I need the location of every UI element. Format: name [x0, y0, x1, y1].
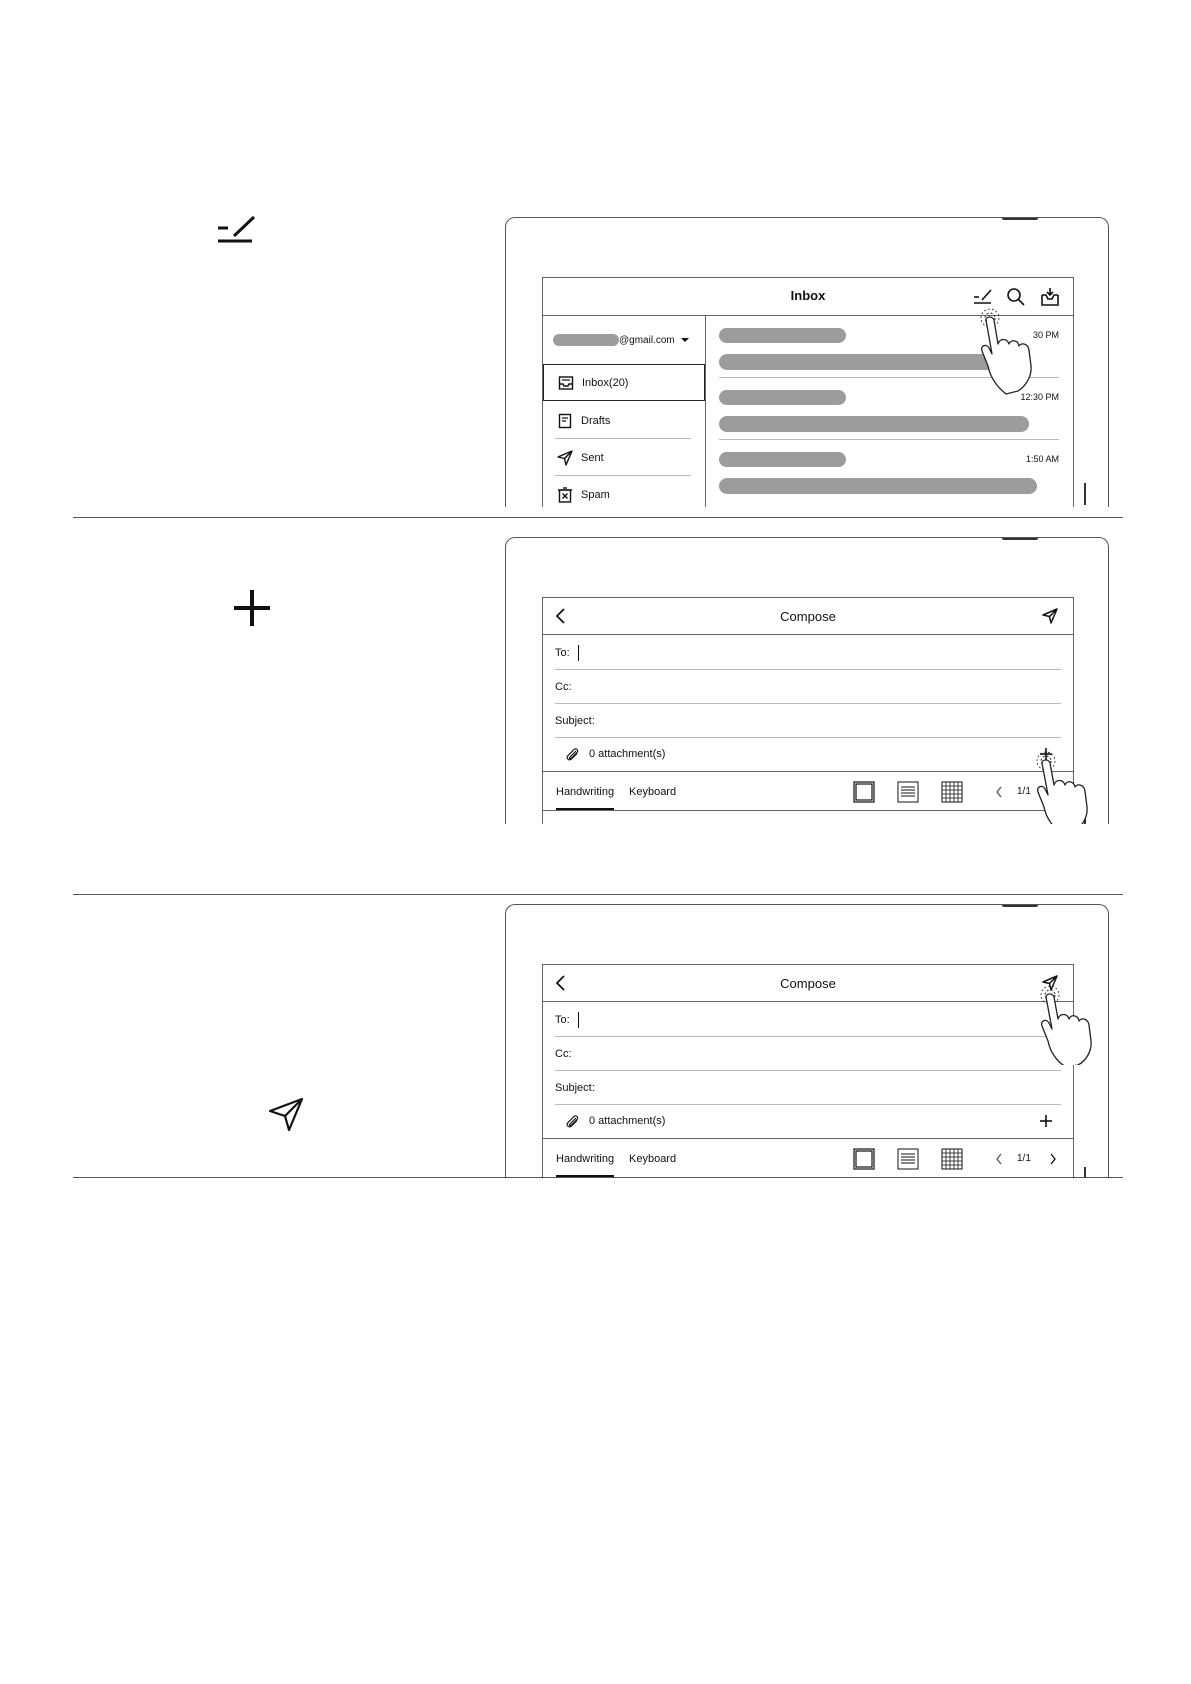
text-caret — [578, 645, 580, 661]
sidebar-item-inbox[interactable] — [543, 364, 705, 401]
text-caret — [578, 1012, 580, 1028]
search-icon[interactable] — [1006, 287, 1026, 307]
compose-screen — [542, 597, 1074, 824]
paperclip-icon — [565, 1114, 581, 1130]
attachments-row — [543, 1105, 1073, 1139]
send-icon — [267, 1096, 305, 1132]
account-selector[interactable] — [553, 333, 690, 347]
section-divider — [73, 517, 1123, 518]
to-field[interactable] — [555, 1003, 1061, 1037]
page-indicator: 1/1 — [1017, 1153, 1031, 1164]
caret-down-icon — [680, 336, 690, 344]
sidebar-item-label: Drafts — [581, 414, 611, 427]
input-toolbar — [543, 773, 1073, 811]
prev-page-icon[interactable] — [995, 1153, 1003, 1165]
lined-template-icon[interactable] — [897, 1148, 919, 1170]
tab-keyboard[interactable]: Keyboard — [629, 786, 677, 798]
tab-keyboard[interactable]: Keyboard — [629, 1153, 677, 1165]
sidebar-item-sent[interactable] — [543, 439, 705, 476]
next-page-icon[interactable] — [1049, 1153, 1057, 1165]
cc-label: Cc: — [555, 1047, 572, 1060]
compose-icon[interactable] — [973, 287, 993, 307]
paper-plane-icon — [557, 450, 573, 466]
prev-page-icon[interactable] — [995, 786, 1003, 798]
inbox-tray-icon — [558, 375, 574, 391]
attachments-count: 0 attachment(s) — [589, 748, 666, 760]
compose-header — [543, 598, 1073, 635]
message-time: 30 PM — [1032, 330, 1059, 340]
account-name-redacted — [553, 334, 619, 346]
compose-screen — [542, 964, 1074, 1177]
sidebar-item-label: Sent — [581, 451, 604, 464]
to-label: To: — [555, 646, 570, 659]
device-frame — [505, 537, 1109, 824]
trash-x-icon — [557, 487, 573, 503]
blank-template-icon[interactable] — [853, 1148, 875, 1170]
folder-sidebar — [543, 316, 706, 507]
page-title: Compose — [780, 609, 836, 624]
tap-hand-icon — [1034, 751, 1104, 824]
subject-label: Subject: — [555, 714, 595, 727]
tap-hand-icon — [1038, 985, 1108, 1065]
to-label: To: — [555, 1013, 570, 1026]
cc-label: Cc: — [555, 680, 572, 693]
sidebar-item-spam[interactable] — [543, 476, 705, 507]
message-time: 1:50 AM — [1025, 454, 1059, 464]
send-icon[interactable] — [1041, 607, 1059, 625]
sidebar-item-drafts[interactable] — [543, 402, 705, 439]
mailbox-sync-icon[interactable] — [1040, 287, 1060, 307]
message-time: 12:30 PM — [1020, 392, 1059, 402]
device-frame — [505, 904, 1109, 1177]
subject-field[interactable] — [555, 1071, 1061, 1105]
tap-hand-icon — [976, 306, 1046, 396]
lined-template-icon[interactable] — [897, 781, 919, 803]
sidebar-item-label: Inbox(20) — [582, 376, 629, 389]
list-item[interactable] — [719, 440, 1059, 502]
subject-field[interactable] — [555, 704, 1061, 738]
page-indicator: 1/1 — [1017, 786, 1031, 797]
page-title: Inbox — [790, 288, 826, 303]
compose-header — [543, 965, 1073, 1002]
tab-handwriting[interactable]: Handwriting — [556, 786, 615, 798]
plus-icon — [232, 588, 272, 628]
cc-field[interactable] — [555, 1037, 1061, 1071]
device-frame — [505, 217, 1109, 507]
grid-template-icon[interactable] — [941, 1148, 963, 1170]
grid-template-icon[interactable] — [941, 781, 963, 803]
account-email-domain: @gmail.com — [619, 334, 675, 346]
paperclip-icon — [565, 747, 581, 763]
compose-icon — [216, 214, 258, 246]
section-divider — [73, 894, 1123, 895]
tab-handwriting[interactable]: Handwriting — [556, 1153, 615, 1165]
input-toolbar — [543, 1140, 1073, 1177]
to-field[interactable] — [555, 636, 1061, 670]
blank-template-icon[interactable] — [853, 781, 875, 803]
attachments-row — [543, 738, 1073, 772]
page-title: Compose — [780, 976, 836, 991]
add-attachment-icon[interactable] — [1039, 1114, 1053, 1128]
cc-field[interactable] — [555, 670, 1061, 704]
document-icon — [557, 413, 573, 429]
sidebar-item-label: Spam — [581, 488, 610, 501]
section-divider — [73, 1177, 1123, 1178]
attachments-count: 0 attachment(s) — [589, 1115, 666, 1127]
subject-label: Subject: — [555, 1081, 595, 1094]
